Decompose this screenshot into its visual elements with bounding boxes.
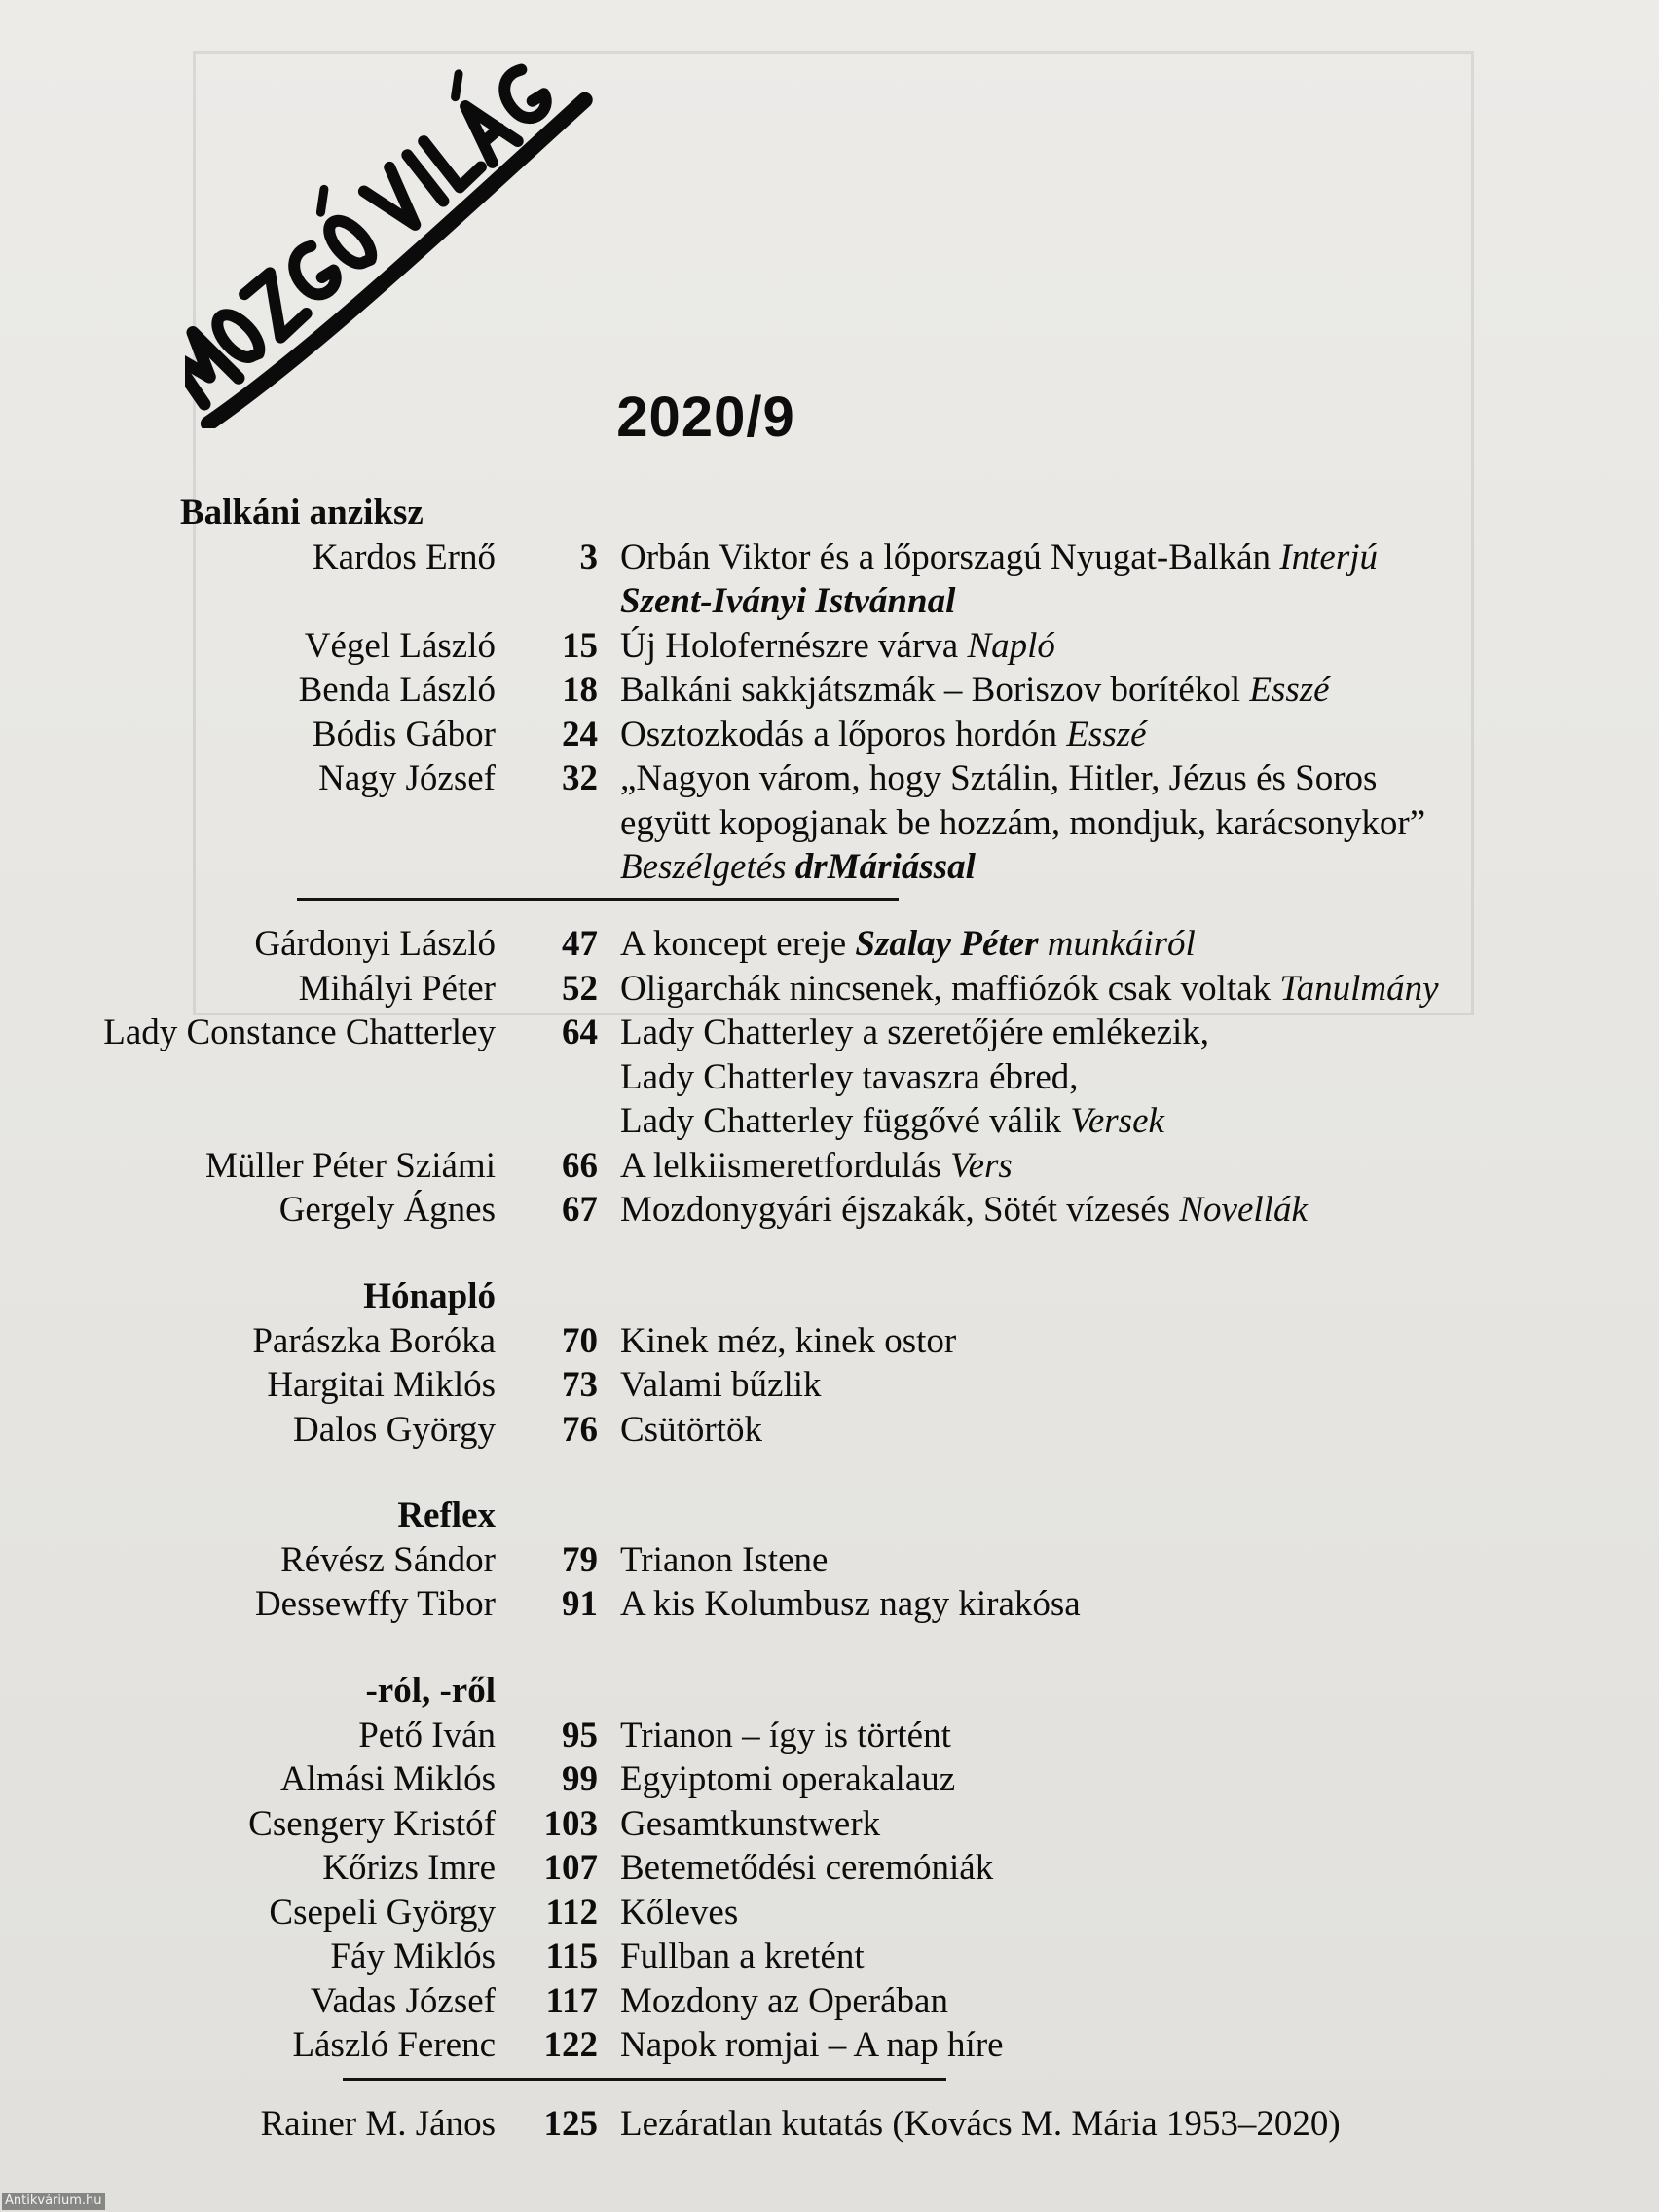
toc-entry: [0, 1980, 1659, 2023]
entry-title: [620, 1145, 1013, 1188]
entry-page-number: 32: [562, 758, 598, 798]
entry-genre: Vers: [950, 1146, 1013, 1186]
entry-title-text: Kinek méz, kinek ostor: [620, 1321, 957, 1361]
entry-author: Csengery Kristóf: [248, 1804, 496, 1844]
toc-entry: [0, 1145, 1659, 1188]
toc-entry-continuation: [0, 1056, 1659, 1099]
entry-title: [620, 1758, 955, 1801]
toc-entry: [0, 1189, 1659, 1232]
toc-entry: [0, 757, 1659, 800]
entry-page-number: 15: [562, 626, 598, 666]
entry-title-text: Trianon Istene: [620, 1540, 829, 1580]
entry-title-text: Gesamtkunstwerk: [620, 1804, 881, 1844]
entry-title-text: Mozdonygyári éjszakák, Sötét vízesés: [620, 1190, 1180, 1230]
toc-entry: [0, 1714, 1659, 1757]
entry-title: [620, 1320, 956, 1363]
toc-entry: [0, 1847, 1659, 1890]
toc-entry: [0, 1320, 1659, 1363]
entry-author: Hargitai Miklós: [267, 1365, 496, 1405]
entry-title: [620, 846, 976, 889]
entry-title: [620, 968, 1439, 1011]
entry-genre: munkáiról: [1038, 924, 1196, 964]
entry-author: Révész Sándor: [280, 1540, 496, 1580]
toc-entry: [0, 536, 1659, 579]
entry-title-text: együtt kopogjanak be hozzám, mondjuk, karácsonykor”: [620, 803, 1426, 843]
toc-entry: [0, 625, 1659, 668]
entry-genre: Esszé: [1249, 670, 1330, 710]
entry-page-number: 112: [545, 1893, 598, 1933]
toc-entry: [0, 1409, 1659, 1452]
entry-title: [620, 1189, 1308, 1232]
entry-name-emphasis: drMáriással: [794, 847, 976, 887]
entry-page-number: 24: [562, 715, 598, 755]
entry-genre: Esszé: [1066, 715, 1147, 755]
toc-entry: [0, 1364, 1659, 1407]
entry-title-text: A koncept ereje: [620, 924, 856, 964]
entry-page-number: 122: [543, 2025, 598, 2065]
entry-page-number: 73: [562, 1365, 598, 1405]
toc-entry: [0, 2103, 1659, 2146]
entry-page-number: 70: [562, 1321, 598, 1361]
watermark: Antikvárium.hu: [2, 2193, 105, 2210]
entry-title: [620, 1892, 738, 1935]
entry-title: [620, 802, 1425, 845]
entry-page-number: 99: [562, 1759, 598, 1799]
entry-title-text: Trianon – így is történt: [620, 1715, 951, 1755]
entry-genre: Novellák: [1179, 1190, 1308, 1230]
entry-title: [620, 580, 955, 623]
entry-title-text: Egyiptomi operakalauz: [620, 1759, 956, 1799]
entry-title-text: „Nagyon várom, hogy Sztálin, Hitler, Jézus és Soros: [620, 758, 1378, 798]
entry-page-number: 3: [579, 537, 598, 577]
entry-title-text: Balkáni sakkjátszmák – Boriszov borítékol: [620, 670, 1250, 710]
entry-title: [620, 1583, 1081, 1626]
entry-author: Parászka Boróka: [252, 1321, 496, 1361]
entry-page-number: 107: [543, 1848, 598, 1888]
entry-title: [620, 1803, 880, 1846]
entry-title: [620, 1714, 951, 1757]
entry-author: Almási Miklós: [280, 1759, 496, 1799]
entry-title: [620, 1364, 822, 1407]
entry-title-text: Osztozkodás a lőporos hordón: [620, 715, 1067, 755]
mozgo-vilag-logo: [185, 19, 643, 428]
entry-author: Pető Iván: [358, 1715, 496, 1755]
entry-genre: Napló: [967, 626, 1055, 666]
entry-title: [620, 1980, 948, 2023]
toc-entry: [0, 714, 1659, 756]
toc-entry: [0, 1936, 1659, 1978]
entry-author: Gárdonyi László: [254, 924, 496, 964]
issue-number: 2020/9: [616, 386, 795, 449]
entry-page-number: 125: [543, 2104, 598, 2144]
toc-entry: [0, 1803, 1659, 1846]
entry-genre: Versek: [1070, 1101, 1164, 1141]
entry-author: Csepeli György: [269, 1893, 496, 1933]
entry-title: [620, 1936, 865, 1978]
entry-title: [620, 2024, 1004, 2067]
entry-page-number: 95: [562, 1715, 598, 1755]
entry-author: Bódis Gábor: [312, 715, 496, 755]
entry-author: Benda László: [298, 670, 496, 710]
entry-author: Végel László: [304, 626, 496, 666]
entry-genre: Tanulmány: [1279, 969, 1439, 1009]
entry-title-text: Lady Chatterley a szeretőjére emlékezik,: [620, 1013, 1210, 1052]
entry-author: Gergely Ágnes: [278, 1190, 496, 1230]
entry-title-text: Lezáratlan kutatás (Kovács M. Mária 1953–2020): [620, 2104, 1341, 2144]
entry-title: [620, 1056, 1079, 1099]
entry-title: [620, 625, 1055, 668]
toc-entry: [0, 968, 1659, 1011]
entry-author: Nagy József: [318, 758, 496, 798]
entry-author: Dalos György: [293, 1410, 496, 1450]
entry-page-number: 52: [562, 969, 598, 1009]
entry-page-number: 103: [543, 1804, 598, 1844]
entry-page-number: 64: [562, 1013, 598, 1052]
section-heading: -ról, -ről: [365, 1671, 496, 1711]
entry-title-text: Lady Chatterley tavaszra ébred,: [620, 1057, 1079, 1097]
toc-entry-continuation: [0, 802, 1659, 845]
toc-entry: [0, 1012, 1659, 1054]
entry-genre: Interjú: [1279, 537, 1379, 577]
toc-entry: [0, 1583, 1659, 1626]
toc-entry: [0, 1758, 1659, 1801]
entry-page-number: 47: [562, 924, 598, 964]
entry-title-text: Valami bűzlik: [620, 1365, 822, 1405]
entry-author: Müller Péter Sziámi: [205, 1146, 496, 1186]
entry-page-number: 66: [562, 1146, 598, 1186]
entry-title-text: Orbán Viktor és a lőporszagú Nyugat-Balkán: [620, 537, 1280, 577]
entry-title: [620, 1539, 828, 1582]
entry-title: [620, 536, 1378, 579]
toc-entry-continuation: [0, 580, 1659, 623]
separator-rule: [343, 2078, 946, 2081]
separator-rule: [297, 898, 899, 901]
entry-page-number: 117: [545, 1981, 598, 2021]
section-heading: Hónapló: [363, 1276, 496, 1316]
entry-title-text: Fullban a kretént: [620, 1936, 865, 1976]
entry-title-text: Napok romjai – A nap híre: [620, 2025, 1004, 2065]
toc-entry: [0, 2024, 1659, 2067]
entry-title-text: Új Holofernészre várva: [620, 626, 968, 666]
toc-entry: [0, 1892, 1659, 1935]
section-heading: Reflex: [397, 1495, 496, 1535]
entry-title-text: Betemetődési ceremóniák: [620, 1848, 994, 1888]
entry-title-text: A kis Kolumbusz nagy kirakósa: [620, 1584, 1081, 1624]
toc-entry: [0, 669, 1659, 712]
entry-author: Mihályi Péter: [298, 969, 496, 1009]
entry-title-text: A lelkiismeretfordulás: [620, 1146, 951, 1186]
entry-title-text: Mozdony az Operában: [620, 1981, 948, 2021]
entry-title-text: Oligarchák nincsenek, maffiózók csak voltak: [620, 969, 1280, 1009]
entry-author: Vadas József: [310, 1981, 496, 2021]
entry-name-emphasis: Szalay Péter: [855, 924, 1039, 964]
entry-title: [620, 1847, 993, 1890]
section-heading: Balkáni anziksz: [180, 493, 424, 533]
entry-author: Kőrizs Imre: [322, 1848, 496, 1888]
entry-title-text: Csütörtök: [620, 1410, 762, 1450]
entry-author: Fáy Miklós: [330, 1936, 496, 1976]
entry-author: Kardos Ernő: [312, 537, 496, 577]
entry-title: [620, 2103, 1341, 2146]
entry-title: [620, 1100, 1164, 1143]
entry-page-number: 79: [562, 1540, 598, 1580]
entry-name-emphasis: Szent-Iványi Istvánnal: [620, 581, 956, 621]
entry-page-number: 115: [545, 1936, 598, 1976]
entry-title: [620, 714, 1147, 756]
entry-title: [620, 1409, 762, 1452]
entry-title: [620, 1012, 1209, 1054]
toc-entry: [0, 1539, 1659, 1582]
toc-entry-continuation: [0, 1100, 1659, 1143]
entry-author: Rainer M. János: [260, 2104, 496, 2144]
entry-title-text: Kőleves: [620, 1893, 739, 1933]
entry-title: [620, 923, 1196, 966]
toc-entry: [0, 923, 1659, 966]
entry-author: Dessewffy Tibor: [254, 1584, 496, 1624]
toc-entry-continuation: [0, 846, 1659, 889]
entry-page-number: 76: [562, 1410, 598, 1450]
entry-page-number: 18: [562, 670, 598, 710]
entry-title: [620, 669, 1330, 712]
entry-author: Lady Constance Chatterley: [103, 1013, 496, 1052]
entry-page-number: 91: [562, 1584, 598, 1624]
entry-page-number: 67: [562, 1190, 598, 1230]
entry-title: [620, 757, 1377, 800]
entry-genre: Beszélgetés: [620, 847, 795, 887]
entry-author: László Ferenc: [292, 2025, 496, 2065]
entry-title-text: Lady Chatterley függővé válik: [620, 1101, 1071, 1141]
